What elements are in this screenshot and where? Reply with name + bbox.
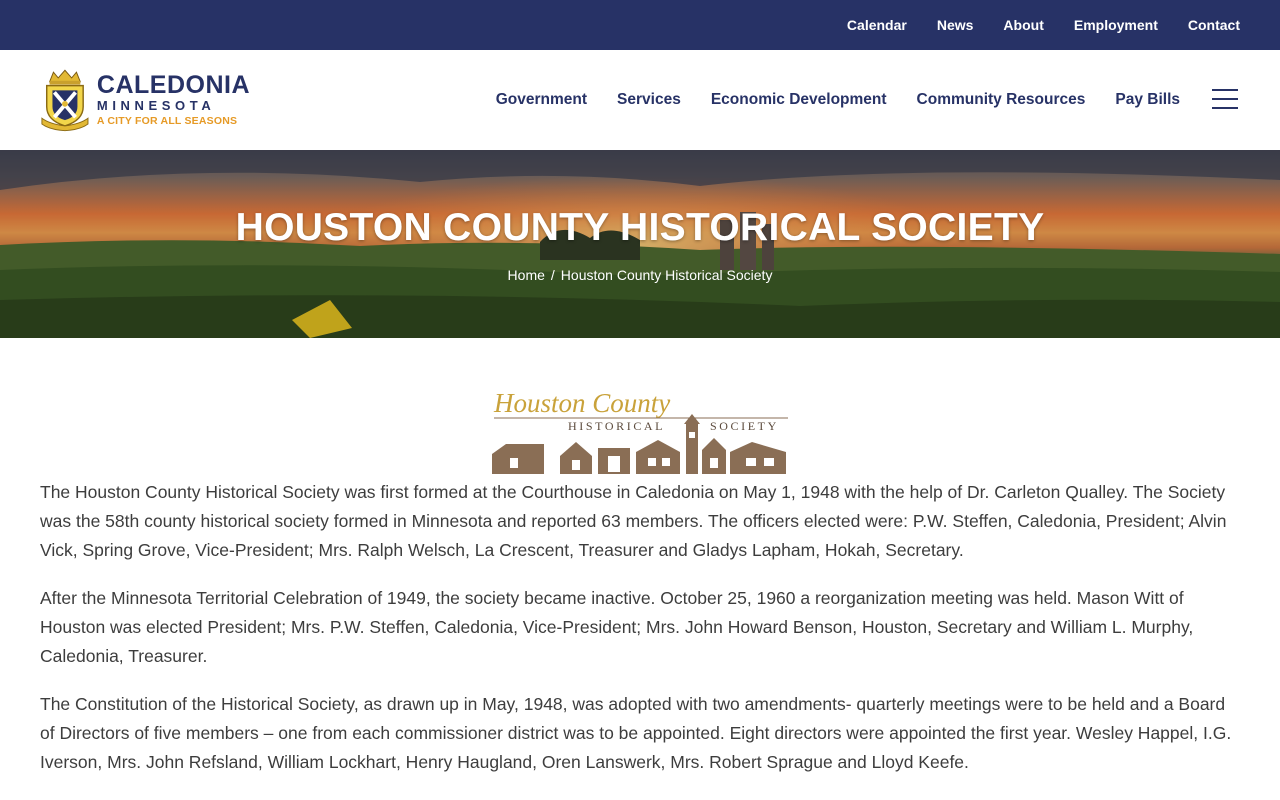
- society-logo-name: Houston County: [494, 388, 671, 418]
- utility-link-employment[interactable]: Employment: [1073, 17, 1158, 33]
- breadcrumb-current: Houston County Historical Society: [560, 267, 773, 283]
- society-logo-historical: HISTORICAL: [568, 419, 666, 433]
- page-content: [40, 478, 1240, 796]
- historical-society-logo: [490, 386, 790, 476]
- logo-tagline: A CITY FOR ALL SEASONS: [96, 114, 238, 127]
- content-paragraph: After the Minnesota Territorial Celebration of 1949, the society became inactive. October 25, 1960 a reorganization meeting was held. Mason Witt of Houston was elected President; Mrs. P.W. Steffen, Caledonia, Vice-President; Mrs. John Howard Benson, Houston, Secretary and William L. Murphy, Caledonia, Treasurer.: [40, 588, 1194, 666]
- breadcrumb-home-link[interactable]: Home: [507, 267, 545, 283]
- society-logo-society: SOCIETY: [710, 419, 779, 433]
- content-paragraph: The Houston County Historical Society was first formed at the Courthouse in Caledonia on May 1, 1948 with the help of Dr. Carleton Qualley. The Society was the 58th county historical society formed in Minnesota and reported 63 members. The officers elected were: P.W. Steffen, Caledonia, President; Alvin Vick, Spring Grove, Vice-President; Mrs. Ralph Welsch, La Crescent, Treasurer and Gladys Lapham, Hokah, Secretary.: [40, 482, 1227, 560]
- utility-link-about[interactable]: About: [1003, 17, 1044, 33]
- utility-link-calendar[interactable]: Calendar: [846, 17, 907, 33]
- content-paragraph: The Constitution of the Historical Society, as drawn up in May, 1948, was adopted with two amendments- quarterly meetings were to be held and a Board of Directors of five members – one from each commissioner district was to be appointed. Eight directors were appointed the first year. Wesley Happel, I.G. Iverson, Mrs. John Refsland, William Lockhart, Henry Haugland, Oren Lanswerk, Mrs. Robert Sprague and Lloyd Keefe.: [40, 694, 1232, 772]
- nav-item-economic-development[interactable]: Economic Development: [710, 91, 887, 108]
- city-seal-icon: [40, 67, 90, 133]
- site-logo[interactable]: [40, 67, 250, 133]
- breadcrumb: [0, 267, 1280, 283]
- hamburger-menu-icon[interactable]: [1212, 89, 1238, 111]
- page-hero-banner: [0, 150, 1280, 338]
- utility-nav: [817, 0, 1240, 50]
- main-nav: [466, 50, 1180, 150]
- nav-item-services[interactable]: Services: [617, 91, 681, 108]
- logo-wordmark: [96, 70, 250, 128]
- logo-city-name: CALEDONIA: [96, 70, 250, 99]
- breadcrumb-separator: /: [550, 267, 555, 283]
- logo-state-name: MINNESOTA: [96, 97, 216, 113]
- utility-link-contact[interactable]: Contact: [1187, 17, 1240, 33]
- nav-item-government[interactable]: Government: [495, 91, 588, 108]
- utility-bar: [0, 0, 1280, 50]
- nav-item-pay-bills[interactable]: Pay Bills: [1115, 91, 1180, 108]
- nav-item-community-resources[interactable]: Community Resources: [916, 91, 1086, 108]
- page-title: HOUSTON COUNTY HISTORICAL SOCIETY: [235, 206, 1045, 249]
- site-header: [0, 50, 1280, 150]
- utility-link-news[interactable]: News: [936, 17, 974, 33]
